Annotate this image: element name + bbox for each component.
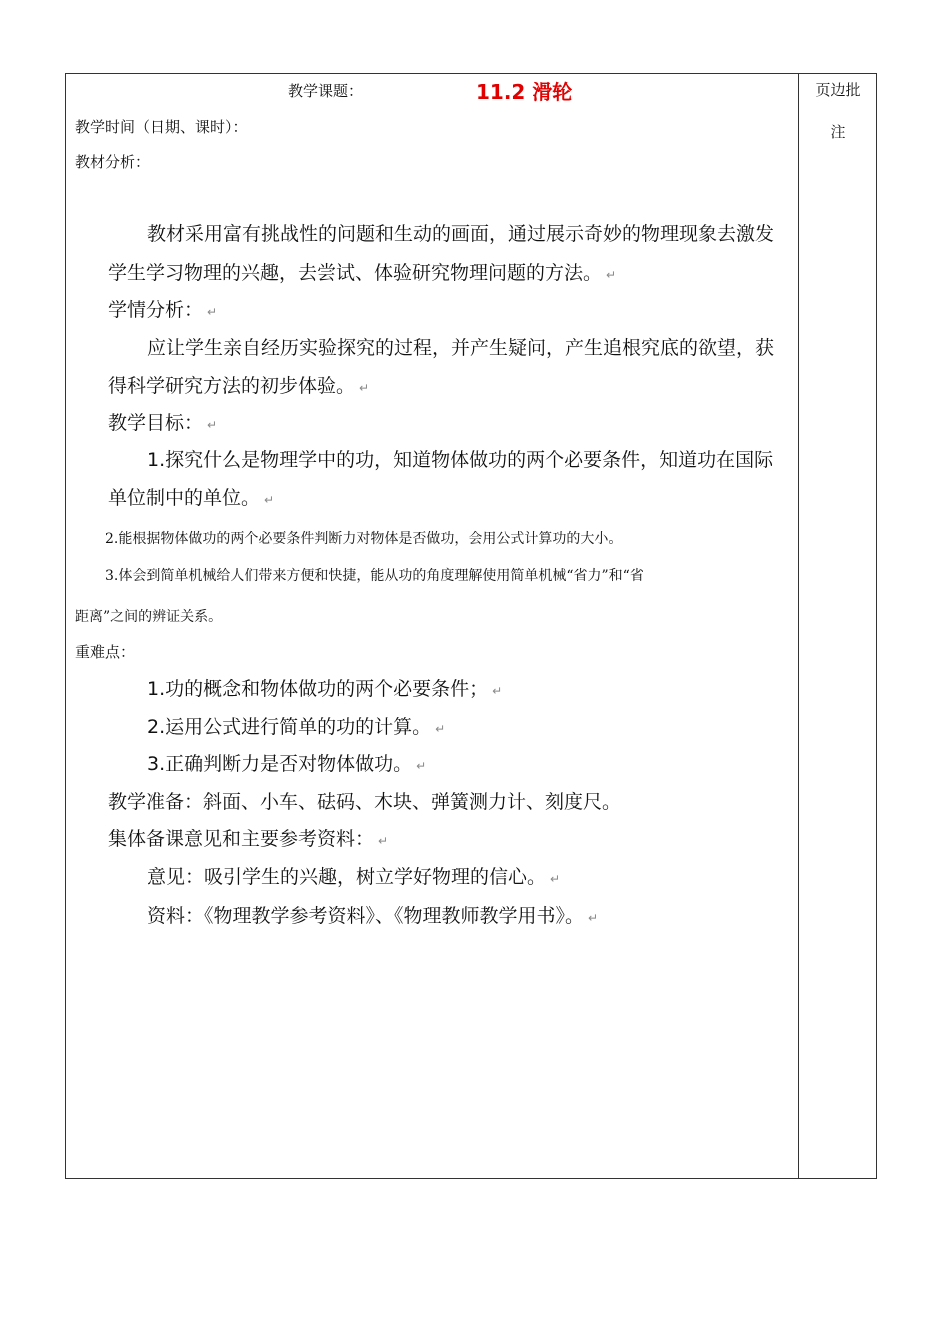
goal-2: 2.能根据物体做功的两个必要条件判断力对物体是否做功，会用公式计算功的大小。 bbox=[105, 531, 623, 547]
key-points-label: 重难点： bbox=[75, 643, 136, 661]
key-point-3: 3.正确判断力是否对物体做功。 ↵ bbox=[147, 753, 427, 775]
goal-3-line-2: 距离”之间的辨证关系。 bbox=[75, 609, 223, 625]
group-prep-label: 集体备课意见和主要参考资料： ↵ bbox=[108, 828, 389, 850]
goal-1-line-2: 单位制中的单位。 ↵ bbox=[108, 487, 275, 509]
topic-label: 教学课题： bbox=[288, 82, 364, 100]
teaching-preparation: 教学准备：斜面、小车、砝码、木块、弹簧测力计、刻度尺。 bbox=[108, 791, 622, 813]
margin-notes-label-2: 注 bbox=[830, 123, 846, 141]
lesson-plan-table bbox=[65, 73, 877, 1179]
goals-label: 教学目标： ↵ bbox=[108, 412, 218, 434]
column-divider bbox=[798, 74, 799, 1178]
student-analysis-label: 学情分析： ↵ bbox=[108, 299, 218, 321]
margin-notes-label-1: 页边批 bbox=[815, 81, 861, 99]
analysis-label: 教材分析： bbox=[75, 153, 151, 171]
goal-1-line-1: 1.探究什么是物理学中的功，知道物体做功的两个必要条件，知道功在国际 bbox=[147, 449, 774, 471]
topic-title: 11.2 滑轮 bbox=[476, 80, 573, 104]
time-label: 教学时间（日期、课时）： bbox=[75, 118, 248, 136]
analysis-line-1: 教材采用富有挑战性的问题和生动的画面，通过展示奇妙的物理现象去激发 bbox=[147, 223, 775, 245]
key-point-2: 2.运用公式进行简单的功的计算。 ↵ bbox=[147, 716, 446, 738]
goal-3-line-1: 3.体会到简单机械给人们带来方便和快捷，能从功的角度理解使用简单机械“省力”和“省 bbox=[105, 568, 644, 584]
analysis-line-2: 学生学习物理的兴趣，去尝试、体验研究物理问题的方法。 ↵ bbox=[108, 262, 617, 284]
key-point-1: 1.功的概念和物体做功的两个必要条件； ↵ bbox=[147, 678, 503, 700]
references: 资料：《物理教学参考资料》、《物理教师教学用书》。 ↵ bbox=[147, 905, 599, 927]
group-opinion: 意见：吸引学生的兴趣，树立学好物理的信心。 ↵ bbox=[147, 866, 561, 888]
student-line-1: 应让学生亲自经历实验探究的过程，并产生疑问，产生追根究底的欲望，获 bbox=[147, 337, 775, 359]
student-line-2: 得科学研究方法的初步体验。 ↵ bbox=[108, 375, 370, 397]
